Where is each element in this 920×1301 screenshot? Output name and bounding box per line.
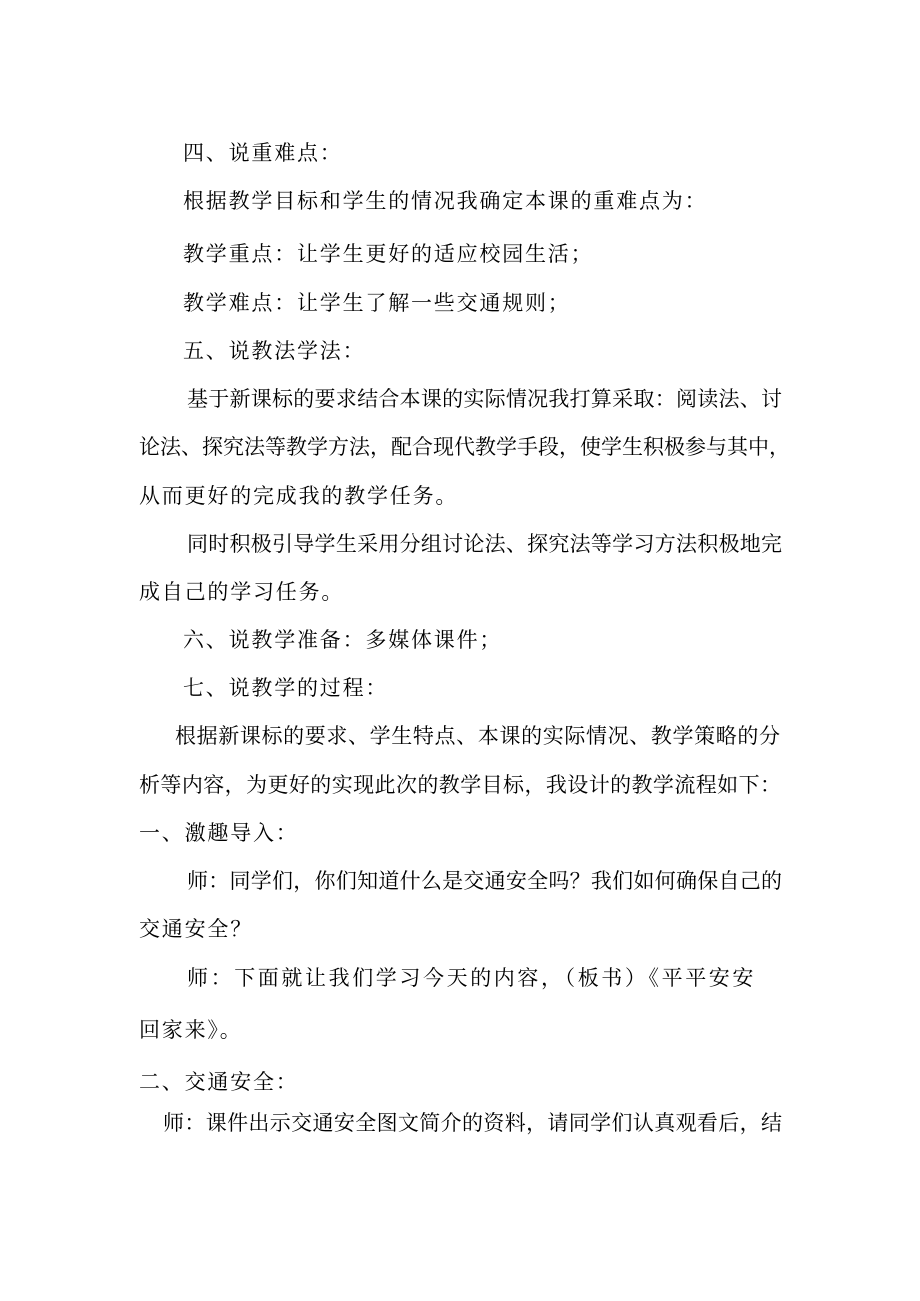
- paragraph-line: 师：下面就让我们学习今天的内容，（板书）《平平安安: [187, 966, 756, 990]
- paragraph-line: 论法、探究法等教学方法，配合现代教学手段，使学生积极参与其中，: [139, 435, 790, 459]
- paragraph-line: 根据教学目标和学生的情况我确定本课的重难点为：: [183, 189, 708, 213]
- paragraph-line: 从而更好的完成我的教学任务。: [139, 484, 459, 508]
- paragraph-line: 师：课件出示交通安全图文简介的资料，请同学们认真观看后，结: [163, 1111, 782, 1135]
- paragraph-line: 教学难点：让学生了解一些交通规则；: [183, 291, 571, 315]
- paragraph-line: 交通安全？: [139, 917, 253, 941]
- paragraph-line: 回家来》。: [139, 1018, 243, 1042]
- heading-process: 七、说教学的过程：: [183, 676, 389, 700]
- paragraph-line: 教学重点：让学生更好的适应校园生活；: [183, 242, 594, 266]
- paragraph-line: 析等内容，为更好的实现此次的教学目标，我设计的教学流程如下：: [139, 773, 781, 797]
- heading-preparation: 六、说教学准备：多媒体课件；: [183, 628, 503, 652]
- paragraph-line: 根据新课标的要求、学生特点、本课的实际情况、教学策略的分: [175, 724, 780, 748]
- heading-intro: 一、激趣导入：: [139, 821, 299, 845]
- paragraph-line: 成自己的学习任务。: [139, 580, 345, 604]
- paragraph-line: 同时积极引导学生采用分组讨论法、探究法等学习方法积极地完: [187, 532, 782, 556]
- heading-key-points: 四、说重难点：: [183, 141, 343, 165]
- heading-methods: 五、说教法学法：: [183, 339, 366, 363]
- heading-traffic-safety: 二、交通安全：: [139, 1070, 299, 1094]
- paragraph-line: 基于新课标的要求结合本课的实际情况我打算采取：阅读法、讨: [187, 387, 782, 411]
- paragraph-line: 师：同学们，你们知道什么是交通安全吗？我们如何确保自己的: [187, 869, 782, 893]
